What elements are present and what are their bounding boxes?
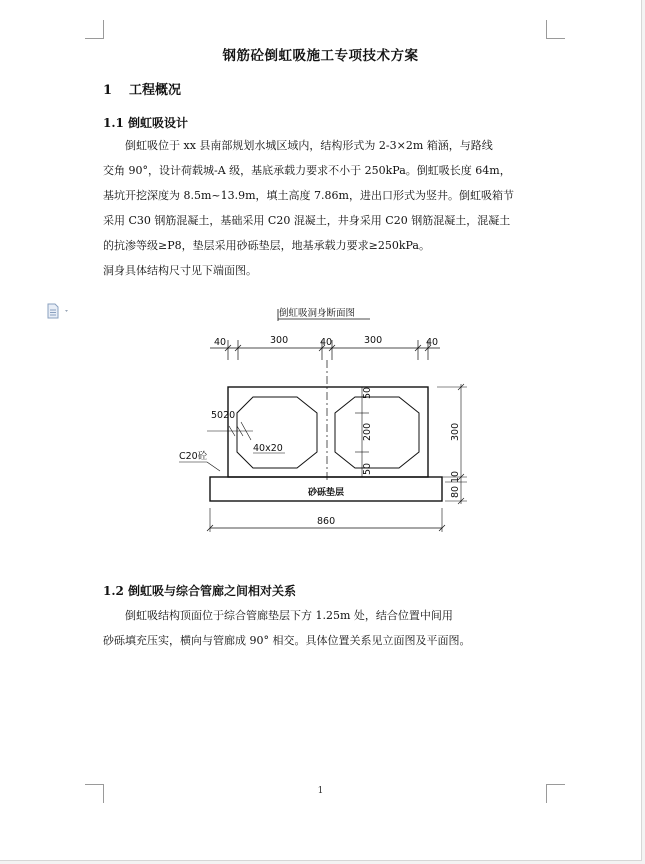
cross-section-svg: [165, 300, 485, 540]
paragraph-line: 的抗渗等级≥P8，垫层采用砂砾垫层，地基承载力要求≥250kPa。: [103, 239, 430, 252]
page-number: 1: [317, 786, 324, 796]
dim-top-40-middle: 40: [320, 337, 333, 348]
paragraph-line: 砂砾填充压实，横向与管廊成 90° 相交。具体位置关系见立面图及平面图。: [103, 634, 471, 647]
dim-right-10: 10: [450, 470, 461, 483]
dim-top-40-right: 40: [426, 337, 439, 348]
crop-mark-top-right: [546, 20, 565, 39]
document-title: 钢筋砼倒虹吸施工专项技术方案: [222, 48, 419, 64]
material-leader: [207, 462, 220, 471]
bedding-label: 砂砾垫层: [308, 488, 345, 498]
section-1-1-heading: 1.1 倒虹吸设计: [103, 116, 189, 130]
section-1-2-body: [103, 603, 548, 653]
dim-bottom-860: 860: [317, 516, 336, 527]
dim-inner-50-top: 50: [362, 386, 373, 399]
section-1-heading: [103, 79, 181, 98]
section-1-2-heading: 1.2 倒虹吸与综合管廊之间相对关系: [103, 584, 297, 598]
cross-section-drawing: [165, 300, 485, 540]
paragraph-line: 交角 90°，设计荷载城-A 级，基底承载力要求不小于 250kPa。倒虹吸长度 64m，: [103, 164, 511, 177]
dim-top-300-left: 300: [270, 335, 289, 346]
dim-top-300-right: 300: [364, 335, 383, 346]
paragraph-line: 采用 C30 钢筋混凝土，基础采用 C20 混凝土，井身采用 C20 钢筋混凝土，混凝土: [103, 214, 511, 227]
paragraph-line: 洞身具体结构尺寸见下端面图。: [103, 264, 257, 277]
box-outer-wall: [228, 387, 428, 477]
crop-mark-top-left: [85, 20, 104, 39]
section-1-number: 1: [103, 83, 113, 98]
material-label: C20砼: [179, 451, 208, 462]
dim-top-40-left: 40: [214, 337, 227, 348]
section-1-1-body: [103, 133, 548, 283]
right-cell: [335, 397, 419, 468]
paragraph-line: 基坑开挖深度为 8.5m~13.9m，填土高度 7.86m，进出口形式为竖井。倒虹吸箱节: [103, 189, 514, 202]
dim-right-80: 80: [450, 485, 461, 498]
document-icon[interactable]: [46, 303, 72, 319]
dim-inner-200: 200: [362, 422, 373, 441]
dim-inner-50-bottom: 50: [362, 462, 373, 475]
dim-left-5020: 5020: [211, 410, 236, 421]
paragraph-line: 倒虹吸位于 xx 县南部规划水城区域内，结构形式为 2-3×2m 箱涵，与路线: [125, 139, 493, 152]
chamfer-label: 40x20: [253, 443, 283, 454]
dim-right-300: 300: [450, 422, 461, 441]
left-cell: [237, 397, 317, 468]
section-1-title: 工程概况: [129, 83, 182, 98]
paragraph-line: 倒虹吸结构顶面位于综合管廊垫层下方 1.25m 处，结合位置中间用: [125, 609, 453, 622]
figure-caption: 倒虹吸洞身断面图: [279, 308, 356, 319]
